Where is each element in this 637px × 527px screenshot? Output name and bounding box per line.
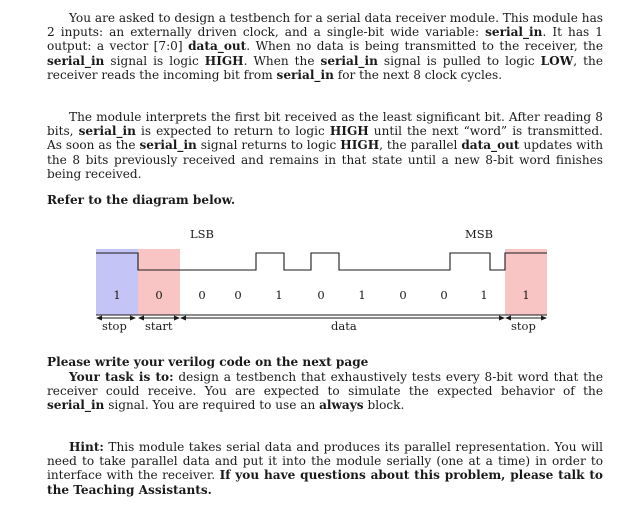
bit-value: 1 <box>113 288 121 302</box>
start-arrowhead-left <box>138 316 144 321</box>
text-run: updates with the 8 bits previously received and remains in that state until a new 8-bit word finishes being received. <box>47 138 603 181</box>
bold-term: serial_in <box>78 124 136 139</box>
data-label: data <box>331 319 357 333</box>
bold-term: Your task is to: <box>69 370 174 384</box>
paragraph-bit-order <box>47 110 603 181</box>
bold-term: data_out <box>188 39 247 54</box>
paragraph-module-description <box>47 11 603 82</box>
bit-value: 0 <box>399 288 407 302</box>
text-run: This module takes serial data and produces its parallel representation. You will need to take parallel data and put it into the module serially (one at a time) in order to interface with the receiver. <box>47 440 603 483</box>
stop-bit-highlight <box>96 249 138 315</box>
bit-value: 0 <box>155 288 163 302</box>
bold-term: always <box>319 398 364 413</box>
bold-term: serial_in <box>320 53 378 68</box>
text-run: until the next “word” is transmitted. As soon as the <box>47 124 603 153</box>
text-run: for the next 8 clock cycles. <box>333 67 503 82</box>
end-stop-bit-highlight <box>505 249 547 315</box>
text-run: The module interprets the first bit received as the least significant bit. After reading 8 bits, <box>47 110 603 139</box>
msb-label: MSB <box>465 227 494 241</box>
text-run: . It has 1 output: a vector [7:0] <box>47 25 604 54</box>
bold-term: HIGH <box>204 53 244 68</box>
text-run: You are asked to design a testbench for a serial data receiver module. This module has 2 inputs: an externally driven clock, and a single-bit wide variable: <box>47 11 603 40</box>
bold-term: serial_in <box>139 138 197 153</box>
text-run: , the parallel <box>379 138 462 153</box>
bit-value: 1 <box>522 288 530 302</box>
bold-term: If you have questions about this problem, please talk to the Teaching Assistants. <box>47 468 603 497</box>
text-run: is expected to return to logic <box>135 124 330 139</box>
start-bit-highlight <box>138 249 180 315</box>
text-run: signal is pulled to logic <box>377 53 541 68</box>
data-arrowhead-right <box>499 316 505 321</box>
bold-term: Hint: <box>69 440 104 454</box>
text-run: signal is logic <box>104 53 205 68</box>
bit-value: 1 <box>358 288 366 302</box>
end-stop-arrowhead-right <box>541 316 547 321</box>
text-run: block. <box>363 398 405 413</box>
bit-value: 0 <box>440 288 448 302</box>
bold-term: serial_in <box>485 25 543 40</box>
bold-term: HIGH <box>340 138 380 153</box>
start-arrowhead-right <box>174 316 180 321</box>
bit-value: 0 <box>234 288 242 302</box>
stop-label-left: stop <box>102 319 127 333</box>
paragraph-task <box>47 370 603 413</box>
text-run: . When no data is being transmitted to the receiver, the <box>246 39 603 54</box>
bold-term: serial_in <box>47 398 105 413</box>
text-run: . When the <box>243 53 321 68</box>
bit-value: 1 <box>480 288 488 302</box>
write-code-heading: Please write your verilog code on the next page <box>47 355 369 369</box>
lsb-label: LSB <box>190 227 214 241</box>
text-run: design a testbench that exhaustively tests every 8-bit word that the receiver could receive. You are expected to simulate the expected behavior of the <box>47 370 603 399</box>
bold-term: serial_in <box>276 67 334 82</box>
stop-arrowhead-right <box>130 316 136 321</box>
bold-term: data_out <box>461 138 520 153</box>
bold-term: HIGH <box>329 124 369 139</box>
bold-term: LOW <box>540 53 574 68</box>
stop-label-right: stop <box>511 319 536 333</box>
bit-value: 1 <box>275 288 283 302</box>
bit-value: 0 <box>317 288 325 302</box>
refer-to-diagram-heading: Refer to the diagram below. <box>47 193 236 207</box>
text-run: signal. You are required to use an <box>104 398 320 413</box>
text-run: signal returns to logic <box>196 138 341 153</box>
serial-timing-diagram <box>90 222 560 344</box>
paragraph-hint <box>47 440 603 497</box>
bold-term: serial_in <box>47 53 105 68</box>
text-run: , the receiver reads the incoming bit from <box>47 53 603 82</box>
bit-value: 0 <box>198 288 206 302</box>
start-label: start <box>145 319 173 333</box>
data-arrowhead-left <box>180 316 186 321</box>
